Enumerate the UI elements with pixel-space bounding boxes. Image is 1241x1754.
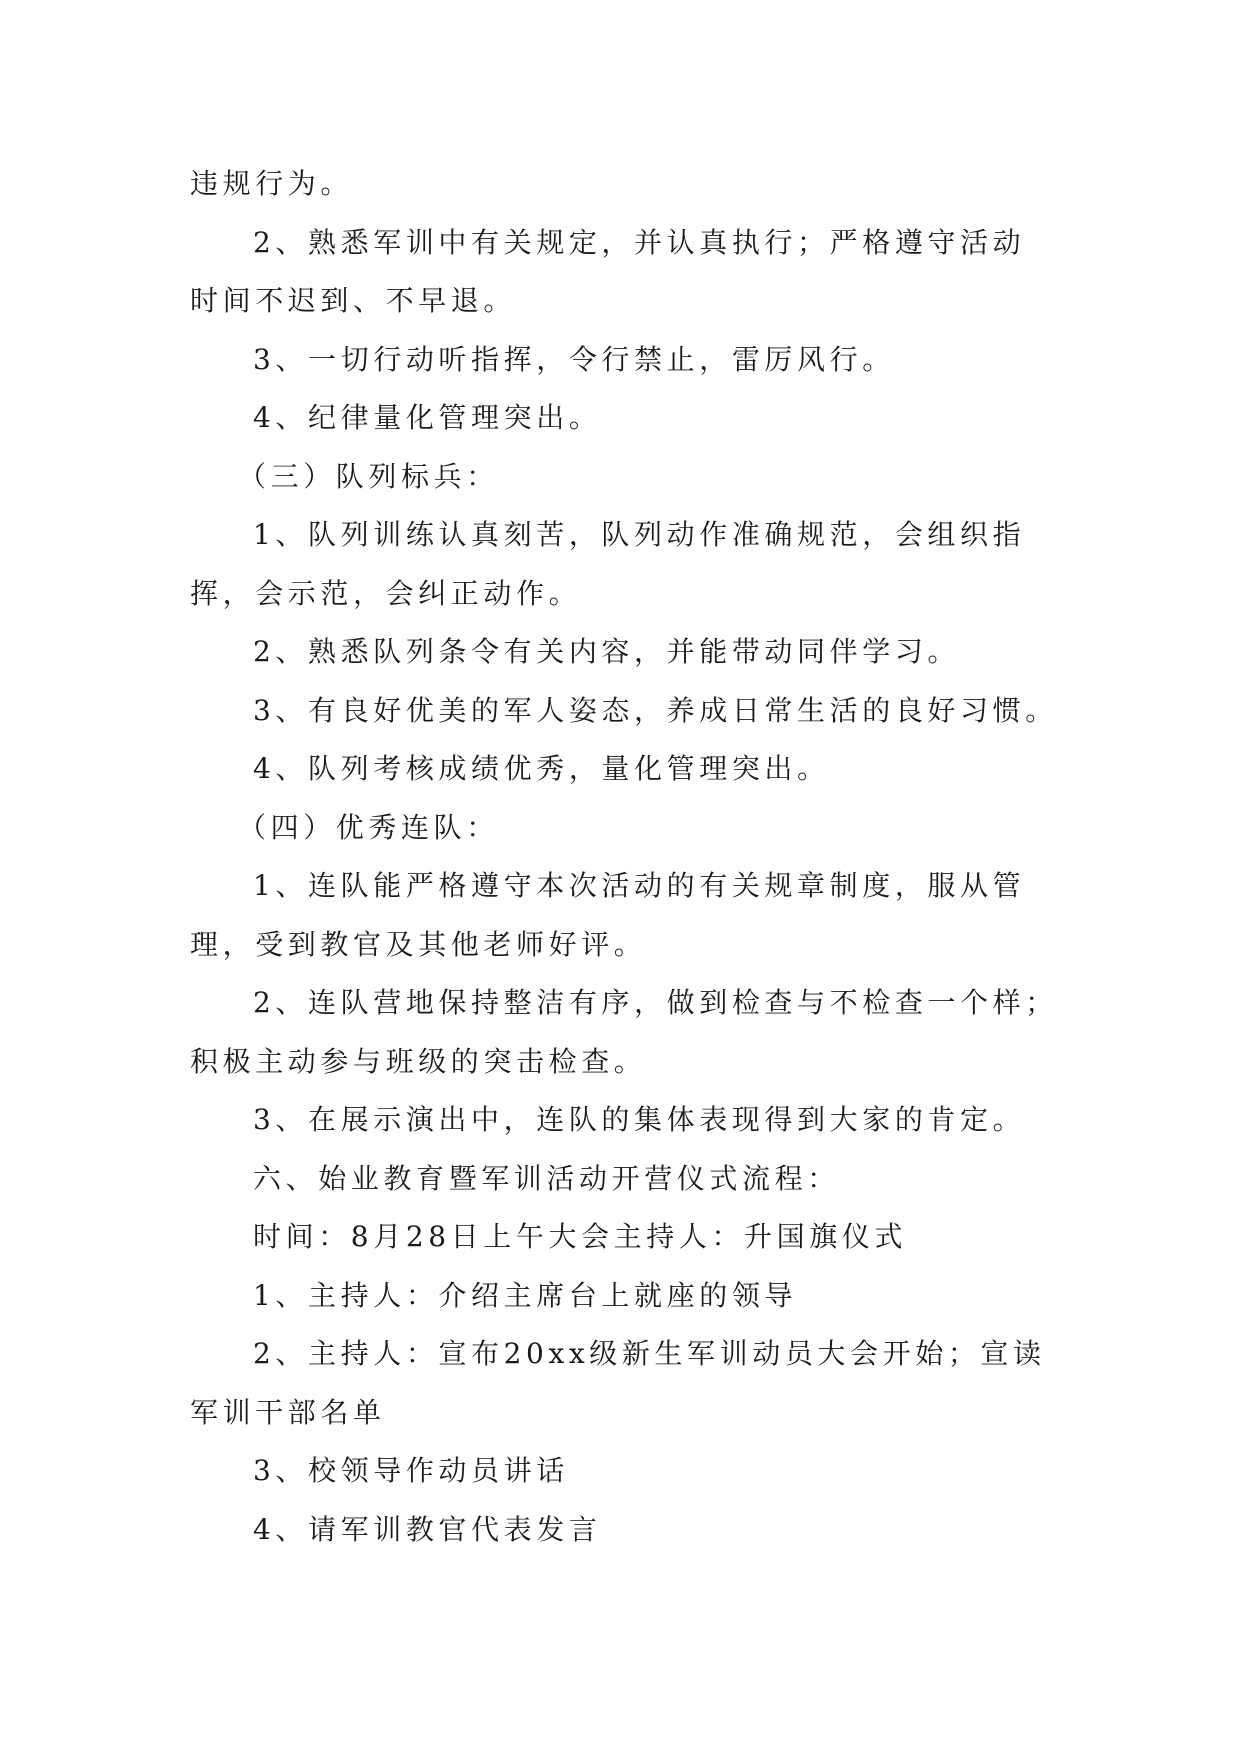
text-line: 2、连队营地保持整洁有序，做到检查与不检查一个样； bbox=[253, 986, 1058, 1019]
text-line: 1、队列训练认真刻苦，队列动作准确规范，会组织指 bbox=[253, 518, 1026, 551]
text-line: 军训干部名单 bbox=[190, 1395, 386, 1429]
text-line: 1、连队能严格遵守本次活动的有关规章制度，服从管 bbox=[253, 869, 1026, 902]
text-line: 3、校领导作动员讲话 bbox=[253, 1454, 569, 1487]
text-line: 2、熟悉军训中有关规定，并认真执行；严格遵守活动 bbox=[253, 225, 1026, 259]
text-line: 3、有良好优美的军人姿态，养成日常生活的良好习惯。 bbox=[253, 693, 1058, 727]
section-heading: （四）优秀连队： bbox=[238, 810, 499, 844]
text-line: 2、主持人：宣布20xx级新生军训动员大会开始；宣读 bbox=[253, 1337, 1046, 1370]
text-line: 4、请军训教官代表发言 bbox=[253, 1512, 602, 1546]
text-line: 3、一切行动听指挥，令行禁止，雷厉风行。 bbox=[253, 342, 895, 376]
text-line: 4、纪律量化管理突出。 bbox=[253, 401, 602, 434]
text-line: 时间不迟到、不早退。 bbox=[190, 284, 517, 317]
text-line: 时间：8月28日上午大会主持人：升国旗仪式 bbox=[253, 1220, 908, 1253]
document-body bbox=[190, 155, 1070, 1559]
text-line: 挥，会示范，会纠正动作。 bbox=[190, 576, 582, 610]
text-line: 理，受到教官及其他老师好评。 bbox=[190, 927, 647, 961]
section-heading: 六、始业教育暨军训活动开营仪式流程： bbox=[253, 1161, 840, 1195]
text-line: 1、主持人：介绍主席台上就座的领导 bbox=[253, 1278, 798, 1312]
text-line: 积极主动参与班级的突击检查。 bbox=[190, 1044, 647, 1078]
text-line: 2、熟悉队列条令有关内容，并能带动同伴学习。 bbox=[253, 635, 961, 668]
text-line: 4、队列考核成绩优秀，量化管理突出。 bbox=[253, 752, 830, 785]
text-line: 3、在展示演出中，连队的集体表现得到大家的肯定。 bbox=[253, 1103, 1026, 1136]
section-heading: （三）队列标兵： bbox=[238, 459, 499, 493]
text-line: 违规行为。 bbox=[190, 167, 354, 200]
